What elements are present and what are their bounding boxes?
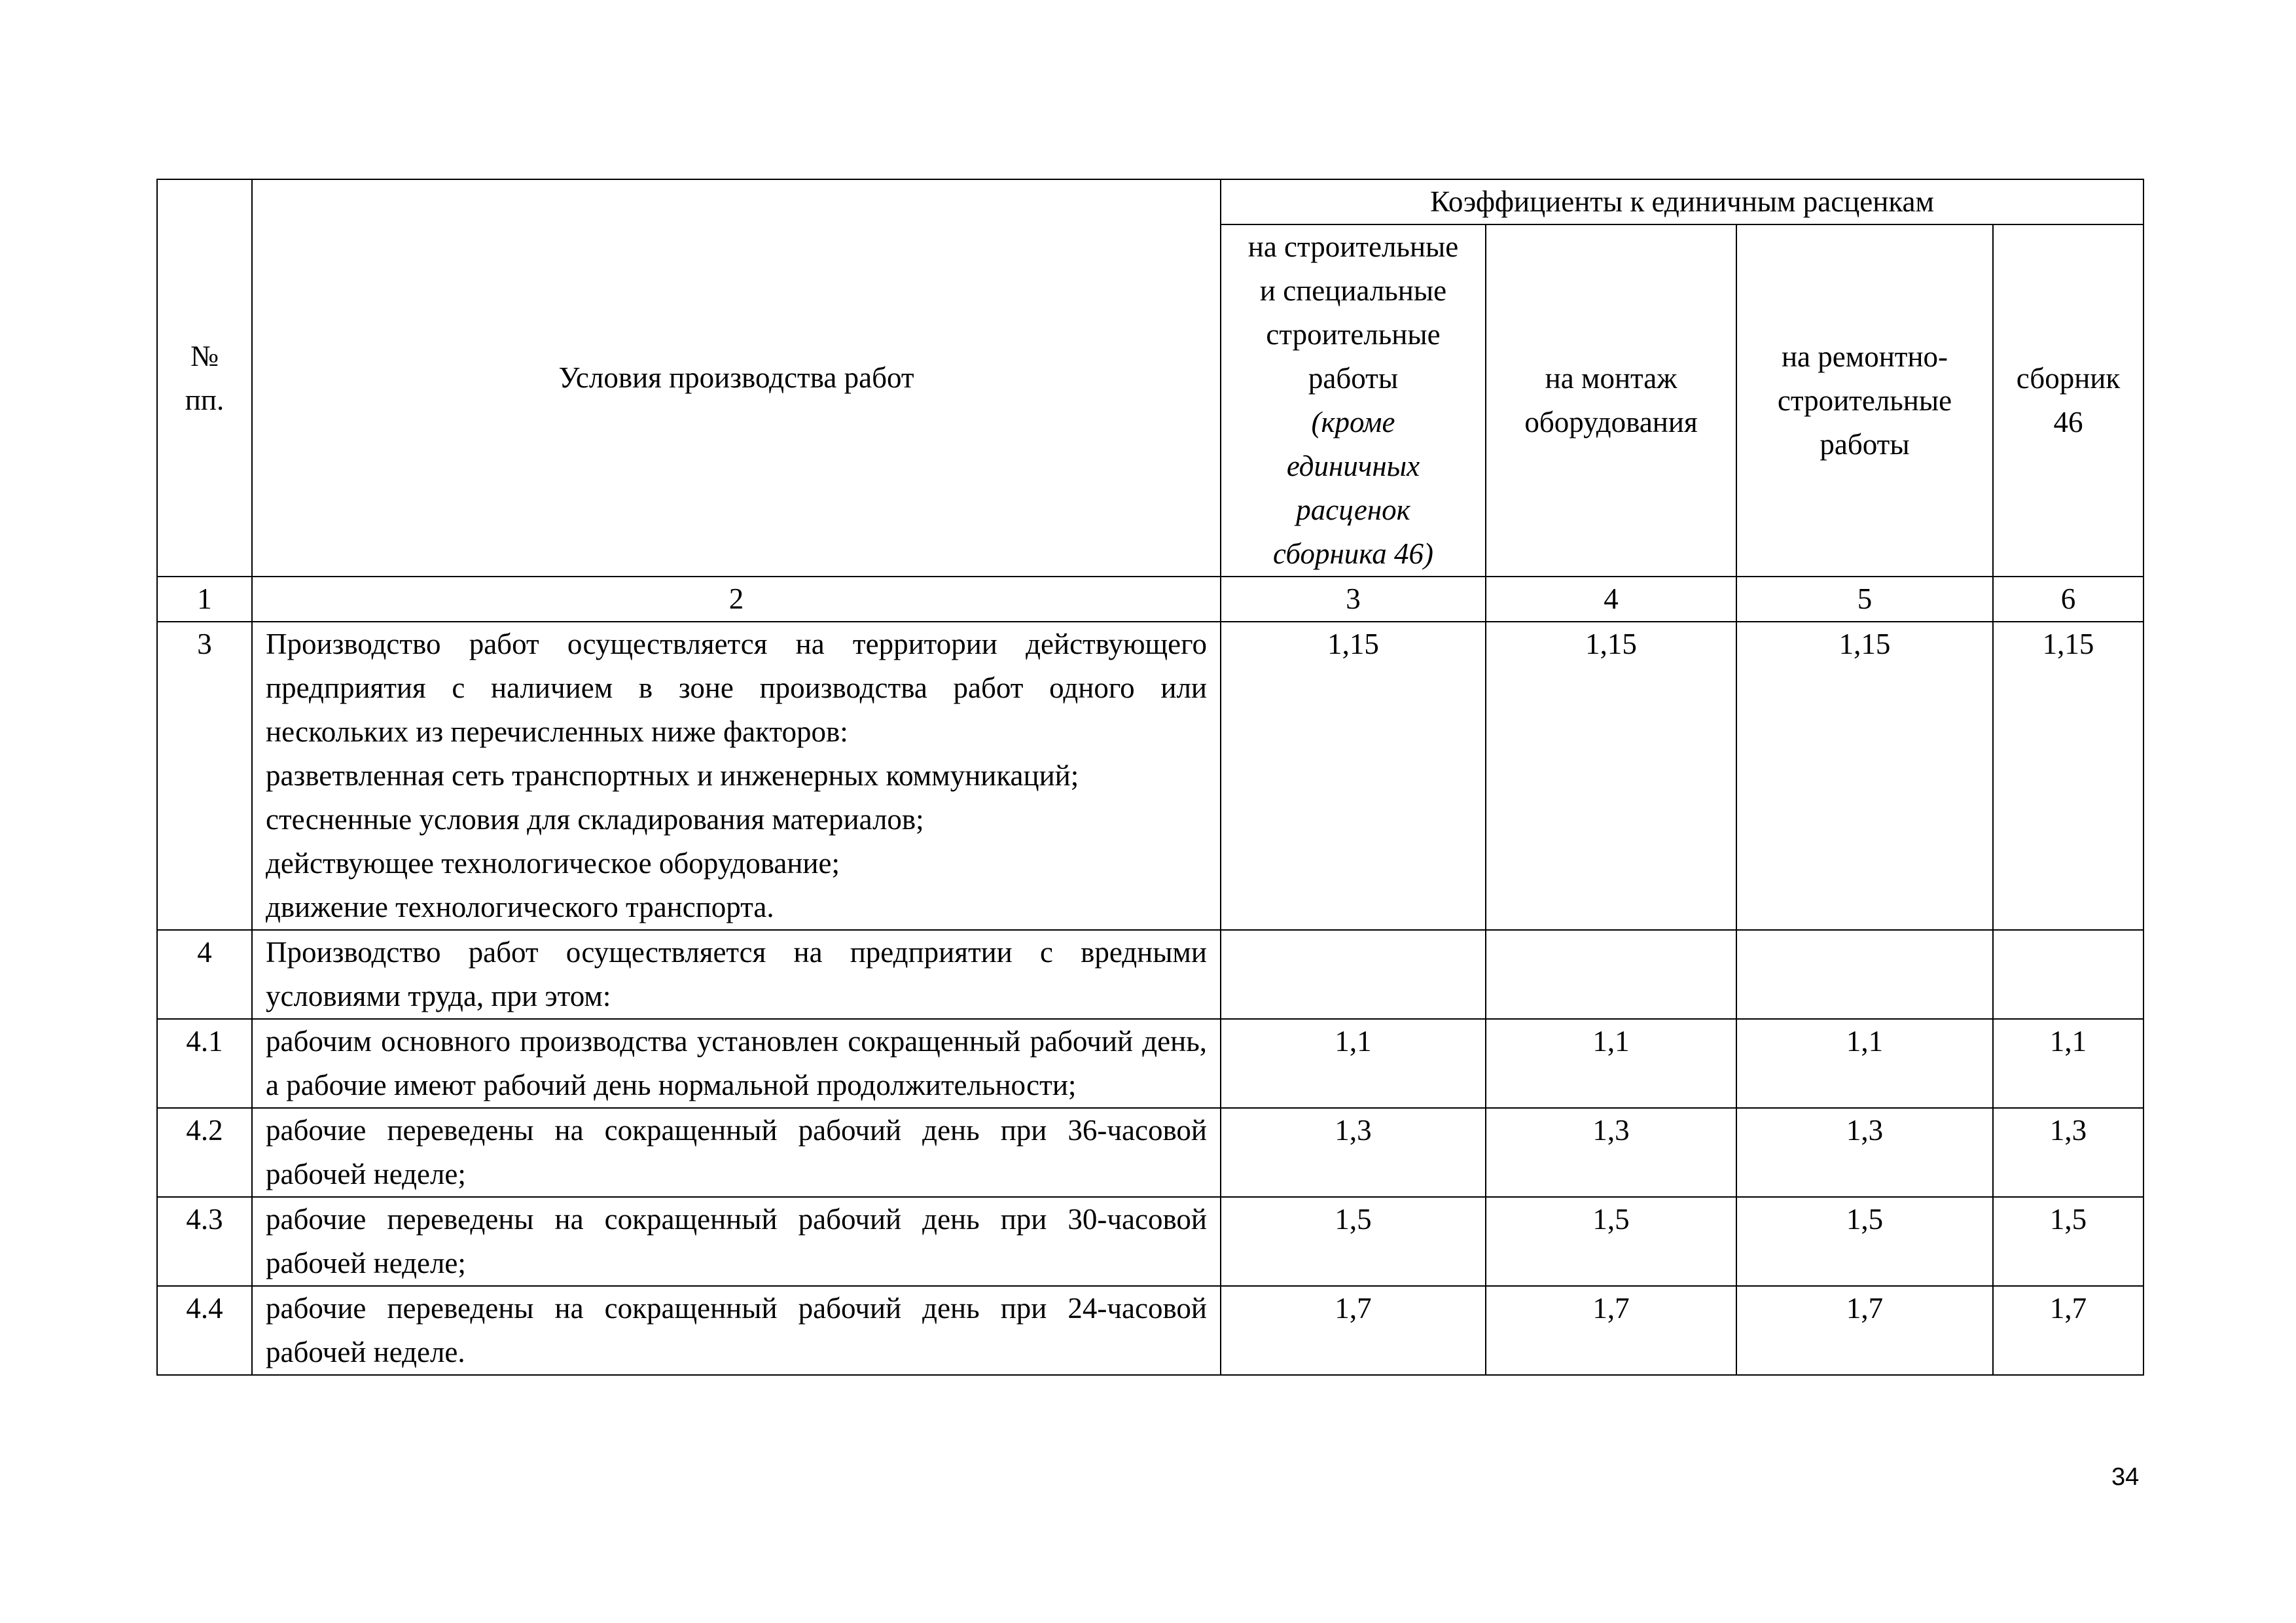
coefficient-value: 1,1 (1486, 1019, 1736, 1108)
coefficient-value: 1,15 (1486, 622, 1736, 930)
coefficient-value (1736, 930, 1993, 1019)
table-row (157, 930, 2144, 1019)
column-number: 5 (1736, 577, 1993, 622)
coefficient-value: 1,7 (1486, 1286, 1736, 1375)
coefficient-value: 1,7 (1736, 1286, 1993, 1375)
column-number: 1 (157, 577, 252, 622)
coefficient-value: 1,1 (1993, 1019, 2144, 1108)
row-number: 3 (157, 622, 252, 930)
row-number: 4.3 (157, 1197, 252, 1286)
row-condition: рабочие переведены на сокращенный рабочий день при 24-часовой рабочей неделе. (252, 1286, 1221, 1375)
coefficient-value: 1,3 (1736, 1108, 1993, 1197)
table-row (157, 1108, 2144, 1197)
coefficient-value: 1,7 (1993, 1286, 2144, 1375)
coefficient-value: 1,3 (1993, 1108, 2144, 1197)
coefficient-value: 1,5 (1993, 1197, 2144, 1286)
coefficient-value: 1,3 (1486, 1108, 1736, 1197)
coefficient-value: 1,3 (1221, 1108, 1486, 1197)
column-number: 6 (1993, 577, 2144, 622)
coefficient-value (1993, 930, 2144, 1019)
header-coefficients-group: Коэффициенты к единичным расценкам (1221, 179, 2144, 224)
coefficient-value: 1,15 (1736, 622, 1993, 930)
table-row (157, 1019, 2144, 1108)
header-col-collection46: сборник 46 (1993, 224, 2144, 577)
header-row-top (157, 179, 2144, 224)
column-number: 2 (252, 577, 1221, 622)
header-num: № пп. (157, 179, 252, 577)
row-condition: рабочие переведены на сокращенный рабочий день при 36-часовой рабочей неделе; (252, 1108, 1221, 1197)
header-conditions: Условия производства работ (252, 179, 1221, 577)
coefficient-value: 1,1 (1736, 1019, 1993, 1108)
row-number: 4.4 (157, 1286, 252, 1375)
coefficient-value (1221, 930, 1486, 1019)
column-number: 4 (1486, 577, 1736, 622)
coefficient-value: 1,15 (1993, 622, 2144, 930)
row-number: 4 (157, 930, 252, 1019)
coefficient-value: 1,15 (1221, 622, 1486, 930)
coefficient-value: 1,5 (1736, 1197, 1993, 1286)
row-condition: рабочие переведены на сокращенный рабочий день при 30-часовой рабочей неделе; (252, 1197, 1221, 1286)
coefficient-value (1486, 930, 1736, 1019)
coefficients-table (156, 179, 2144, 1376)
coefficient-value: 1,5 (1221, 1197, 1486, 1286)
coefficient-value: 1,7 (1221, 1286, 1486, 1375)
coefficient-value: 1,5 (1486, 1197, 1736, 1286)
header-col-construction: на строительные и специальные строительные работы (кроме единичных расценок сборника 46) (1221, 224, 1486, 577)
table-row (157, 1197, 2144, 1286)
header-col-repair: на ремонтно- строительные работы (1736, 224, 1993, 577)
table-row (157, 622, 2144, 930)
page-number: 34 (2111, 1463, 2140, 1491)
row-number: 4.2 (157, 1108, 252, 1197)
coefficient-value: 1,1 (1221, 1019, 1486, 1108)
row-condition: рабочим основного производства установлен сокращенный рабочий день, а рабочие имеют рабочий день нормальной продолжительности; (252, 1019, 1221, 1108)
column-number: 3 (1221, 577, 1486, 622)
header-col-installation: на монтаж оборудования (1486, 224, 1736, 577)
table-row (157, 1286, 2144, 1375)
row-number: 4.1 (157, 1019, 252, 1108)
column-number-row (157, 577, 2144, 622)
row-condition: Производство работ осуществляется на территории действующего предприятия с наличием в зоне производства работ одного или нескольких из перечисленных ниже факторов: разветвленная сеть транспортных и инженерных коммуникаций; стесненные условия для складирования материалов; действующее технологическое оборудование; движение технологического транспорта. (252, 622, 1221, 930)
row-condition: Производство работ осуществляется на предприятии с вредными условиями труда, при этом: (252, 930, 1221, 1019)
